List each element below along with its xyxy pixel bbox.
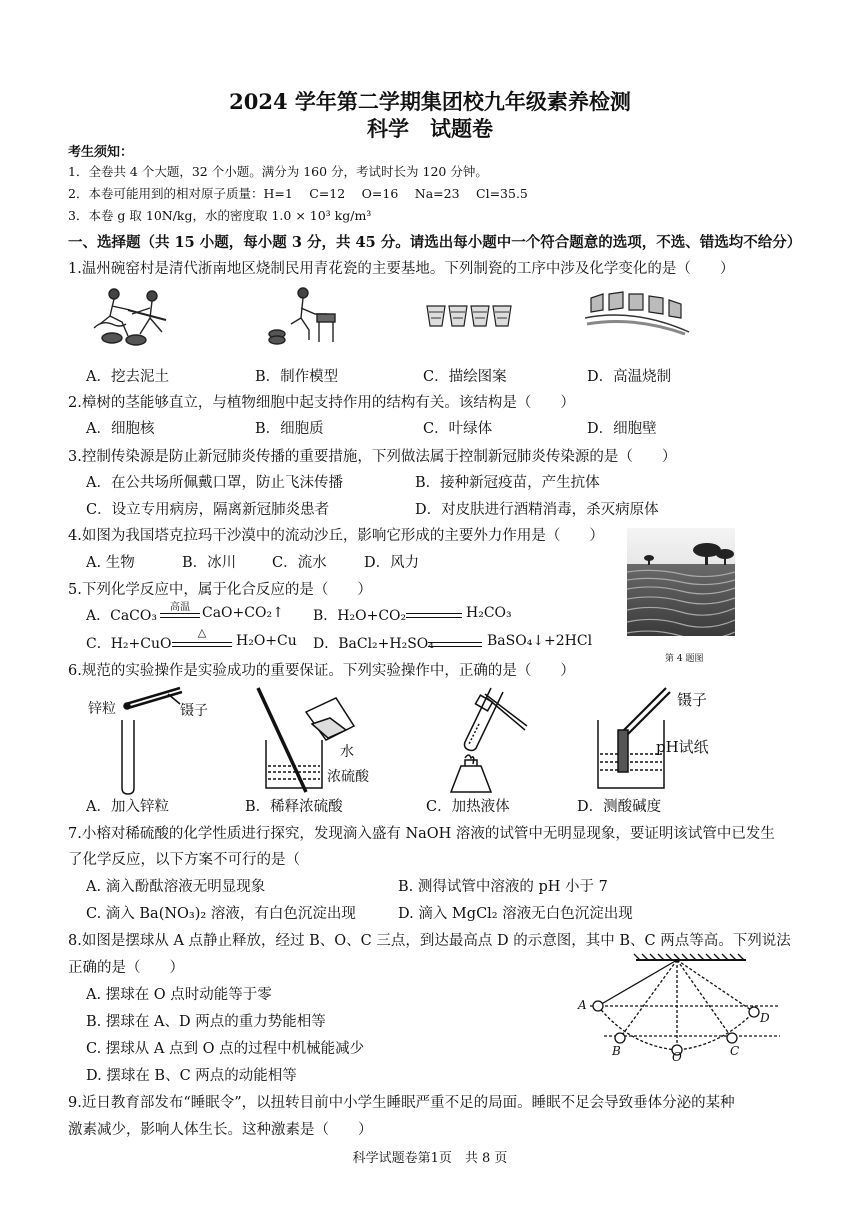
q6-option-b: B．稀释浓硫酸 — [245, 799, 343, 815]
pendulum-diagram — [570, 950, 790, 1062]
q1-option-b: B．制作模型 — [255, 369, 339, 385]
q4-option-c: C．流水 — [272, 555, 327, 571]
question-3-stem: 3.控制传染源是防止新冠肺炎传播的重要措施，下列做法属于控制新冠肺炎传染源的是（ ） — [68, 449, 677, 465]
q2-option-a: A．细胞核 — [86, 421, 155, 437]
q5-option-c-equals-sign — [172, 642, 232, 647]
q8-option-a: A. 摆球在 O 点时动能等于零 — [86, 987, 272, 1003]
zinc-label: 锌粒 — [88, 701, 116, 717]
q6-option-d: D．测酸碱度 — [577, 799, 662, 815]
point-c-label: C — [730, 1044, 740, 1058]
q5-option-b-product: H₂CO₃ — [466, 605, 512, 621]
point-a-label: A — [578, 998, 587, 1012]
q5-option-a-condition: 高温 — [170, 602, 190, 613]
question-2-stem: 2.樟树的茎能够直立，与植物细胞中起支持作用的结构有关。该结构是（ ） — [68, 395, 575, 411]
q1-option-a: A．挖去泥土 — [86, 369, 169, 385]
ph-paper-label: pH试纸 — [656, 738, 709, 756]
notice-item-1: 1．全卷共 4 个大题，32 个小题。满分为 160 分，考试时长为 120 分钟。 — [68, 164, 488, 179]
q5-option-d-reactant: D．BaCl₂+H₂SO₄ — [313, 636, 434, 652]
q3-option-d: D．对皮肤进行酒精消毒，杀灭病原体 — [415, 502, 659, 518]
q5-option-a-reactant: A．CaCO₃ — [86, 608, 157, 624]
heating-liquid-figure — [435, 684, 530, 796]
q5-option-c-condition: △ — [197, 626, 207, 639]
q4-option-d: D．风力 — [364, 555, 420, 571]
making-mold-figure — [265, 284, 345, 346]
q1-option-d: D．高温烧制 — [587, 369, 672, 385]
q5-option-d-equals-sign — [428, 642, 482, 647]
q2-option-c: C．叶绿体 — [423, 421, 493, 437]
question-7-stem-line-1: 7.小榕对稀硫酸的化学性质进行探究，发现滴入盛有 NaOH 溶液的试管中无明显现象，要证明该试管中已发生 — [68, 826, 775, 842]
page-footer: 科学试题卷第1页 共 8 页 — [352, 1151, 508, 1166]
q2-option-b: B．细胞质 — [255, 421, 324, 437]
question-6-stem: 6.规范的实验操作是实验成功的重要保证。下列实验操作中，正确的是（ ） — [68, 663, 575, 679]
water-label: 水 — [340, 744, 354, 760]
q1-option-c: C．描绘图案 — [423, 369, 507, 385]
section-heading: 一、选择题（共 15 小题，每小题 3 分，共 45 分。请选出每小题中一个符合题意的选项，不选、错选均不给分） — [68, 234, 802, 251]
q8-option-c: C. 摆球从 A 点到 O 点的过程中机械能减少 — [86, 1041, 365, 1057]
q3-option-b: B．接种新冠疫苗，产生抗体 — [415, 475, 600, 491]
exam-title: 2024 学年第二学期集团校九年级素养检测 — [229, 89, 631, 114]
q3-option-a: A．在公共场所佩戴口罩，防止飞沫传播 — [86, 475, 343, 491]
q4-option-b: B．冰川 — [182, 555, 237, 571]
question-7-stem-line-2: 了化学反应，以下方案不可行的是（ — [68, 852, 300, 868]
tweezers-label-1: 镊子 — [180, 703, 208, 719]
q5-option-a-product: CaO+CO₂↑ — [202, 605, 284, 621]
q5-option-d-product: BaSO₄↓+2HCl — [487, 633, 593, 649]
q7-option-a: A. 滴入酚酞溶液无明显现象 — [86, 879, 266, 895]
question-9-stem-line-1: 9.近日教育部发布“睡眠令”，以扭转目前中小学生睡眠严重不足的局面。睡眠不足会导致垂体分泌的某种 — [68, 1095, 735, 1111]
q7-option-c: C. 滴入 Ba(NO₃)₂ 溶液，有白色沉淀出现 — [86, 906, 356, 922]
digging-soil-figure — [92, 284, 187, 346]
q4-figure-caption: 第 4 题图 — [665, 654, 704, 664]
point-b-label: B — [612, 1044, 621, 1058]
notice-heading: 考生须知： — [68, 145, 134, 160]
q5-option-b-reactant: B．H₂O+CO₂ — [313, 608, 407, 624]
q8-option-d: D. 摆球在 B、C 两点的动能相等 — [86, 1068, 297, 1084]
point-o-label: O — [672, 1050, 682, 1064]
point-d-label: D — [760, 1011, 770, 1025]
q5-option-a-equals-sign — [160, 613, 200, 618]
question-5-stem: 5.下列化学反应中，属于化合反应的是（ ） — [68, 582, 372, 598]
q7-option-b: B. 测得试管中溶液的 pH 小于 7 — [398, 879, 608, 895]
question-8-stem-line-2: 正确的是（ ） — [68, 960, 184, 976]
exam-subtitle: 科学 试题卷 — [367, 116, 493, 141]
q5-option-c-reactant: C．H₂+CuO — [86, 636, 172, 652]
q3-option-c: C．设立专用病房，隔离新冠肺炎患者 — [86, 502, 330, 518]
painting-patterns-figure — [425, 300, 515, 332]
notice-item-2: 2．本卷可能用到的相对原子质量：H=1 C=12 O=16 Na=23 Cl=35.5 — [68, 186, 528, 201]
question-4-stem: 4.如图为我国塔克拉玛干沙漠中的流动沙丘，影响它形成的主要外力作用是（ ） — [68, 528, 604, 544]
kiln-firing-figure — [585, 288, 690, 336]
notice-item-3: 3．本卷 g 取 10N/kg，水的密度取 1.0 × 10³ kg/m³ — [68, 208, 372, 223]
q6-option-a: A．加入锌粒 — [86, 799, 169, 815]
acid-label: 浓硫酸 — [327, 769, 369, 785]
q6-option-c: C．加热液体 — [426, 799, 510, 815]
tweezers-label-2: 镊子 — [677, 691, 708, 709]
q5-option-c-product: H₂O+Cu — [236, 633, 297, 649]
question-1-stem: 1.温州碗窑村是清代浙南地区烧制民用青花瓷的主要基地。下列制瓷的工序中涉及化学变化的是（ ） — [68, 261, 735, 277]
q8-option-b: B. 摆球在 A、D 两点的重力势能相等 — [86, 1014, 326, 1030]
q2-option-d: D．细胞壁 — [587, 421, 657, 437]
sand-dune-photo — [627, 528, 735, 636]
q7-option-d: D. 滴入 MgCl₂ 溶液无白色沉淀出现 — [398, 906, 633, 922]
question-9-stem-line-2: 激素减少，影响人体生长。这种激素是（ ） — [68, 1122, 373, 1138]
question-8-stem-line-1: 8.如图是摆球从 A 点静止释放，经过 B、O、C 三点，到达最高点 D 的示意图，其中 B、C 两点等高。下列说法 — [68, 933, 791, 949]
q4-option-a: A. 生物 — [86, 555, 135, 571]
q5-option-b-equals-sign — [406, 613, 462, 618]
